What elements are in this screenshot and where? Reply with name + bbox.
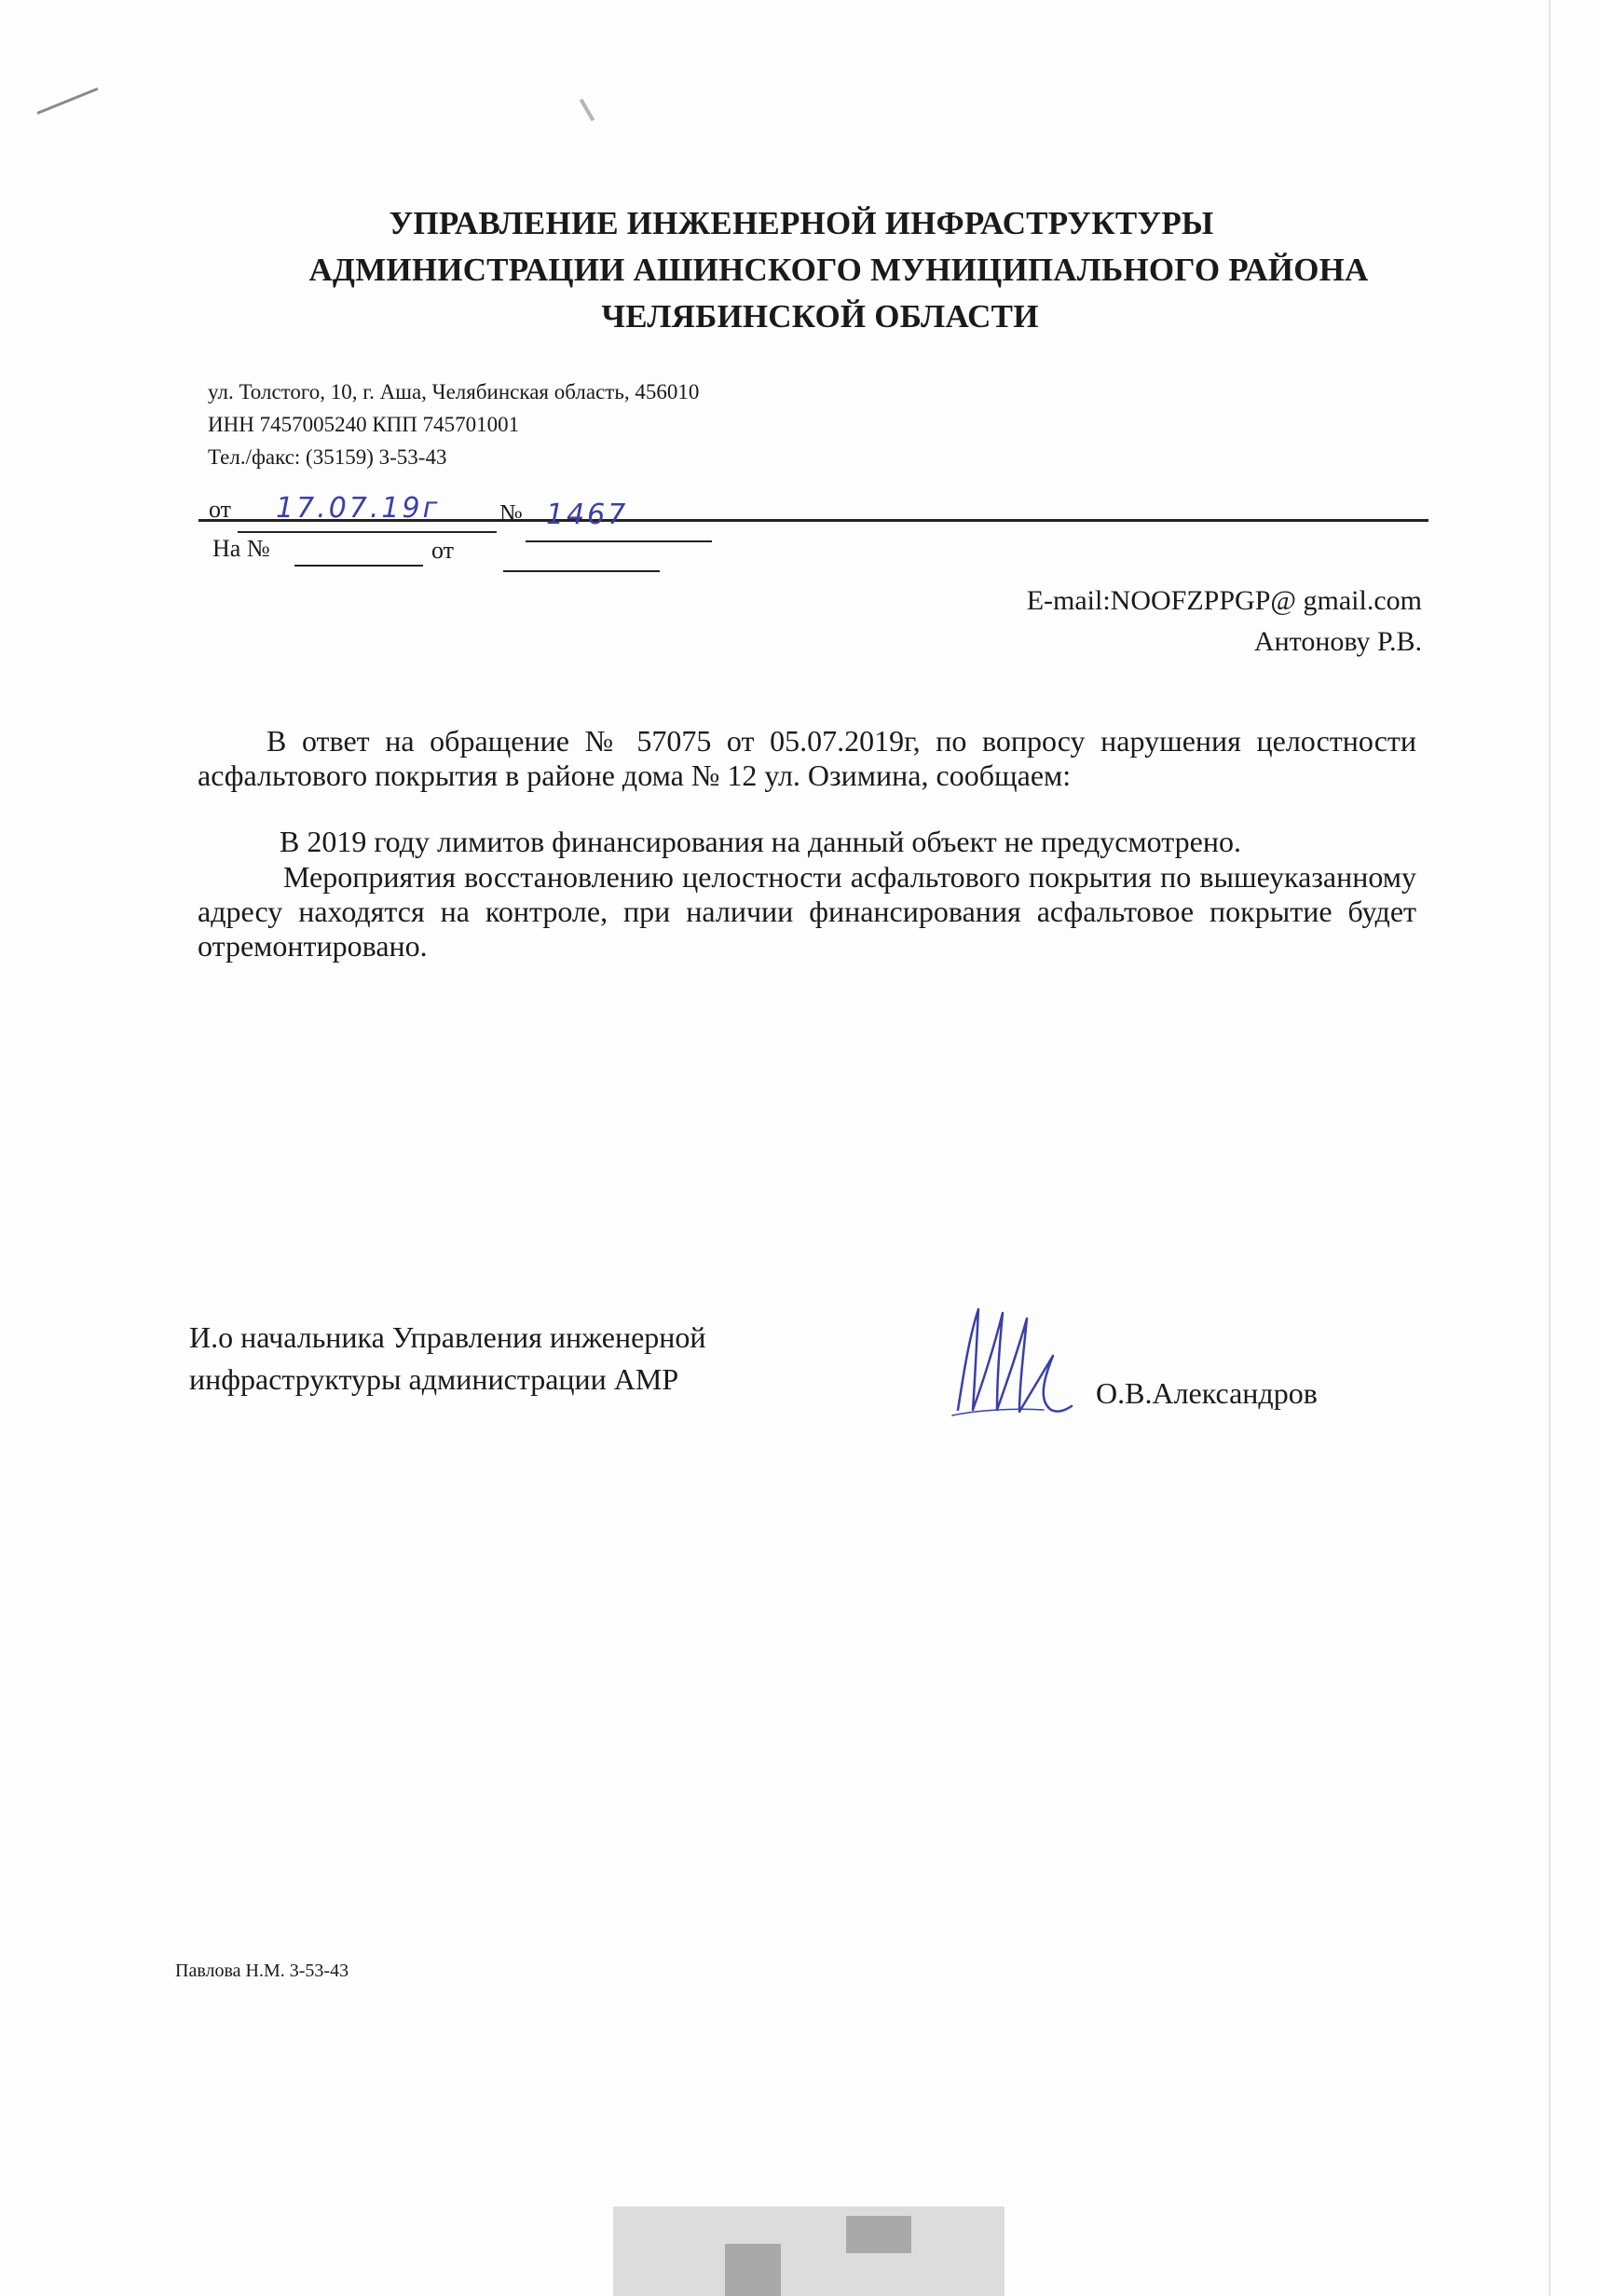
number-label: № [499,499,523,526]
date-underline [238,531,497,533]
signatory-title-line-2: инфраструктуры администрации АМР [189,1362,679,1396]
handwritten-date: 17.07.19г [276,492,441,525]
letterhead [242,200,1398,340]
scan-edge-line [1549,0,1551,2296]
number-underline [526,540,712,542]
signatory-name: О.В.Александров [1096,1376,1318,1410]
body-paragraph-2: В 2019 году лимитов финансирования на данный объект не предусмотрено. [280,825,1241,858]
reply-date-underline [503,570,660,572]
addressee-name: Антонову Р.В. [1253,626,1422,657]
signatory-title-line-1: И.о начальника Управления инженерной [189,1320,706,1354]
handwritten-number: 1467 [546,499,629,531]
addressee-email: E-mail:NOOFZPPGP@ gmail.com [1026,585,1422,616]
reply-number-underline [294,565,423,567]
organization-phone: Тел./факс: (35159) 3-53-43 [208,445,447,469]
scan-artifact-mark [36,88,98,115]
body-paragraph-1: В ответ на обращение № 57075 от 05.07.2019г, по вопросу нарушения целостности асфальтового покрытия в районе дома № 12 ул. Озимина, сообщаем: [198,724,1416,792]
reply-number-label: На № [212,535,270,562]
body-paragraph-3: Мероприятия восстановлению целостности асфальтового покрытия по вышеуказанному адресу находятся на контроле, при наличии финансирования асфальтовое покрытие будет отремонтировано. [198,860,1416,963]
scan-artifact-speck [580,99,594,122]
date-label: от [209,496,232,523]
signatory-title [189,1317,706,1401]
handwritten-signature [941,1300,1090,1421]
scan-artifact-bottom [613,2207,1004,2296]
executor-note: Павлова Н.М. 3-53-43 [175,1961,349,1981]
organization-address: ул. Толстого, 10, г. Аша, Челябинская область, 456010 [208,380,700,403]
reply-date-label: от [431,537,455,564]
letterhead-line-2: АДМИНИСТРАЦИИ АШИНСКОГО МУНИЦИПАЛЬНОГО РАЙОНА [308,252,1369,288]
letterhead-line-3: ЧЕЛЯБИНСКОЙ ОБЛАСТИ [601,298,1039,335]
letterhead-line-1: УПРАВЛЕНИЕ ИНЖЕНЕРНОЙ ИНФРАСТРУКТУРЫ [389,205,1214,241]
organization-inn-kpp: ИНН 7457005240 КПП 745701001 [208,413,520,436]
